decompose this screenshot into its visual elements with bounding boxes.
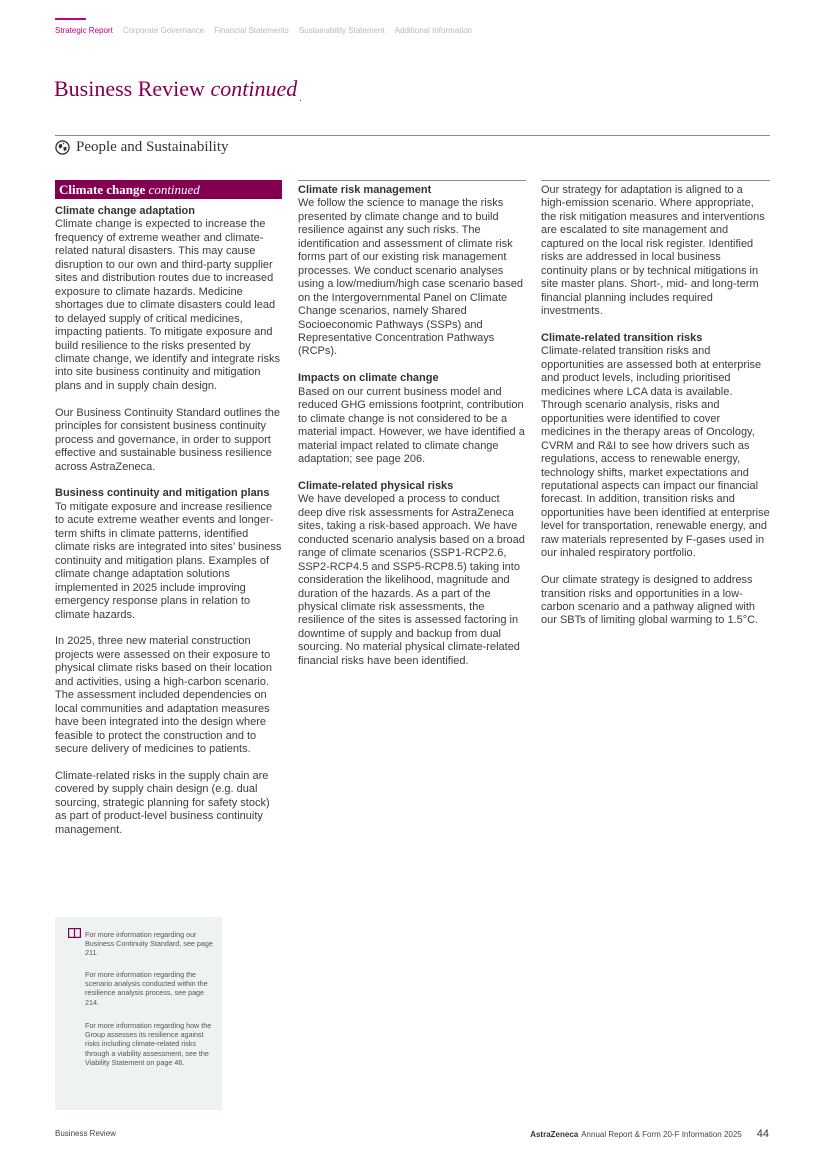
section-label: People and Sustainability — [76, 139, 229, 155]
section-heading — [55, 139, 228, 156]
paragraph: We have developed a process to conduct deep dive risk assessments for AstraZeneca sites, taking a risk-based approach. We have conducted scenario analysis based on a broad range of climate scenarios (SSP1-RCP2.6, SSP2-RCP4.5 and SSP5-RCP8.5) taking into consideration the likelihood, magnitude and duration of the hazards. As a part of the physical climate risk assessments, the resilience of the sites is assessed factoring in downtime of supply and backup from dual sourcing. No material physical climate-related financial risks have been identified. — [298, 493, 525, 667]
column-2 — [298, 184, 527, 682]
paragraph: Our climate strategy is designed to address transition risks and opportunities in a low-carbon scenario and a pathway aligned with our SBTs of limiting global warming to 1.5°C. — [541, 574, 759, 627]
info-note[interactable]: For more information regarding the scenario analysis conducted within the resilience analysis process, see page 214. — [85, 970, 208, 1007]
paragraph: Based on our current business model and reduced GHG emissions footprint, contribution to climate change is not considered to be a material impact. However, we have identified a material impact related to climate change adaptation; see page 206. — [298, 385, 525, 466]
footer-brand: AstraZeneca — [530, 1130, 579, 1139]
column-1 — [55, 205, 282, 851]
book-icon — [68, 928, 81, 938]
top-navigation — [55, 26, 472, 35]
nav-sustainability-statement[interactable]: Sustainability Statement — [298, 26, 385, 35]
page-title-italic: continued — [210, 76, 298, 101]
page-title — [54, 76, 297, 102]
globe-icon — [55, 140, 70, 155]
paragraph: In 2025, three new material construction projects were assessed on their exposure to physical climate risks based on their location and activities, using a high-carbon scenario. The assessment included dependencies on local communities and adaptation measures have been integrated into the design where feasible to protect the construction and to secure delivery of medicines to patients. — [55, 635, 273, 756]
info-note[interactable]: For more information regarding how the Group assesses its resilience against risks including climate-related risks through a viability assessment, see the Viability Statement on page 46. — [85, 1021, 212, 1067]
paragraph: We follow the science to manage the risks presented by climate change and to build resilience against any such risks. The identification and assessment of climate risk forms part of our existing risk management processes. We conduct scenario analyses using a low/medium/high case scenario based on the Intergovernmental Panel on Climate Change scenarios, namely Shared Socioeconomic Pathways (SSPs) and Representative Concentration Pathways (RCPs). — [298, 197, 524, 358]
col3-rule — [541, 180, 770, 181]
footer-publication — [530, 1128, 769, 1140]
footer-document: Annual Report & Form 20-F Information 2025 — [581, 1130, 742, 1139]
more-info-box — [55, 917, 222, 1110]
page-number: 44 — [756, 1128, 769, 1140]
heading-impacts-on-climate-change: Impacts on climate change — [298, 372, 439, 385]
section-rule — [55, 135, 770, 136]
heading-physical-risks: Climate-related physical risks — [298, 479, 454, 492]
paragraph: To mitigate exposure and increase resilience to acute extreme weather events and longer-term shifts in climate patterns, identified climate risks are integrated into sites’ business continuity and mitigation plans. Examples of climate change adaptation solutions implemented in 2025 include improving emergency response plans in relation to climate hazards. — [55, 500, 282, 621]
info-note[interactable]: For more information regarding our Business Continuity Standard, see page 211. — [85, 930, 213, 958]
paragraph: Our strategy for adaptation is aligned to a high-emission scenario. Where appropriate, the risk mitigation measures and interventions are escalated to site management and captured on the local risk register. Identified risks are addressed in local business continuity plans or by technical mitigations in site master plans. Short-, mid- and long-term financial planning includes required investments. — [541, 184, 765, 318]
heading-climate-change-adaptation: Climate change adaptation — [55, 205, 195, 217]
nav-additional-information[interactable]: Additional Information — [394, 26, 473, 35]
nav-corporate-governance[interactable]: Corporate Governance — [122, 26, 205, 35]
paragraph: Climate-related transition risks and opportunities are assessed both at enterprise and product levels, including prioritised medicines where LCA data is available. Through scenario analysis, risks and opportunities were identified to cover medicines in the therapy areas of Oncology, CVRM and R&I to see how drivers such as regulations, access to renewable energy, technology shifts, market expectations and reputational aspects can impact our financial forecast. In addition, transition risks and opportunities have been identified at enterprise level for transportation, renewable energy, and raw materials represented by F-gases used in our inhaled respiratory portfolio. — [541, 345, 770, 560]
column-3 — [541, 184, 770, 641]
paragraph: Climate change is expected to increase the frequency of extreme weather and climate-related natural disasters. This may cause disruption to our own and third-party supplier sites and distribution routes due to increased exposure to climate hazards. Medicine shortages due to climate disasters could lead to delayed supply of critical medicines, impacting patients. To mitigate exposure and build resilience to the risks presented by climate change, we identify and integrate risks into site business continuity and mitigation plans and in supply chain design. — [55, 218, 281, 392]
topic-band — [55, 180, 282, 199]
heading-business-continuity: Business continuity and mitigation plans — [55, 487, 270, 500]
heading-transition-risks: Climate-related transition risks — [541, 331, 703, 344]
topic-band-main: Climate change — [59, 182, 146, 197]
nav-financial-statements[interactable]: Financial Statements — [214, 26, 289, 35]
paragraph: Our Business Continuity Standard outlines the principles for consistent business continuity process and governance, in order to support effective and sustainable business resilience across AstraZeneca. — [55, 406, 281, 473]
paragraph: Climate-related risks in the supply chain are covered by supply chain design (e.g. dual sourcing, strategic planning for safety stock) as part of product-level business continuity management. — [55, 769, 270, 836]
nav-strategic-report[interactable]: Strategic Report — [55, 26, 113, 35]
footer-section-label: Business Review — [55, 1129, 116, 1138]
page-title-main: Business Review — [54, 76, 205, 101]
col2-rule — [298, 180, 526, 181]
stray-dot — [300, 100, 301, 101]
heading-climate-risk-management: Climate risk management — [298, 184, 432, 196]
topic-band-italic: continued — [148, 182, 200, 197]
